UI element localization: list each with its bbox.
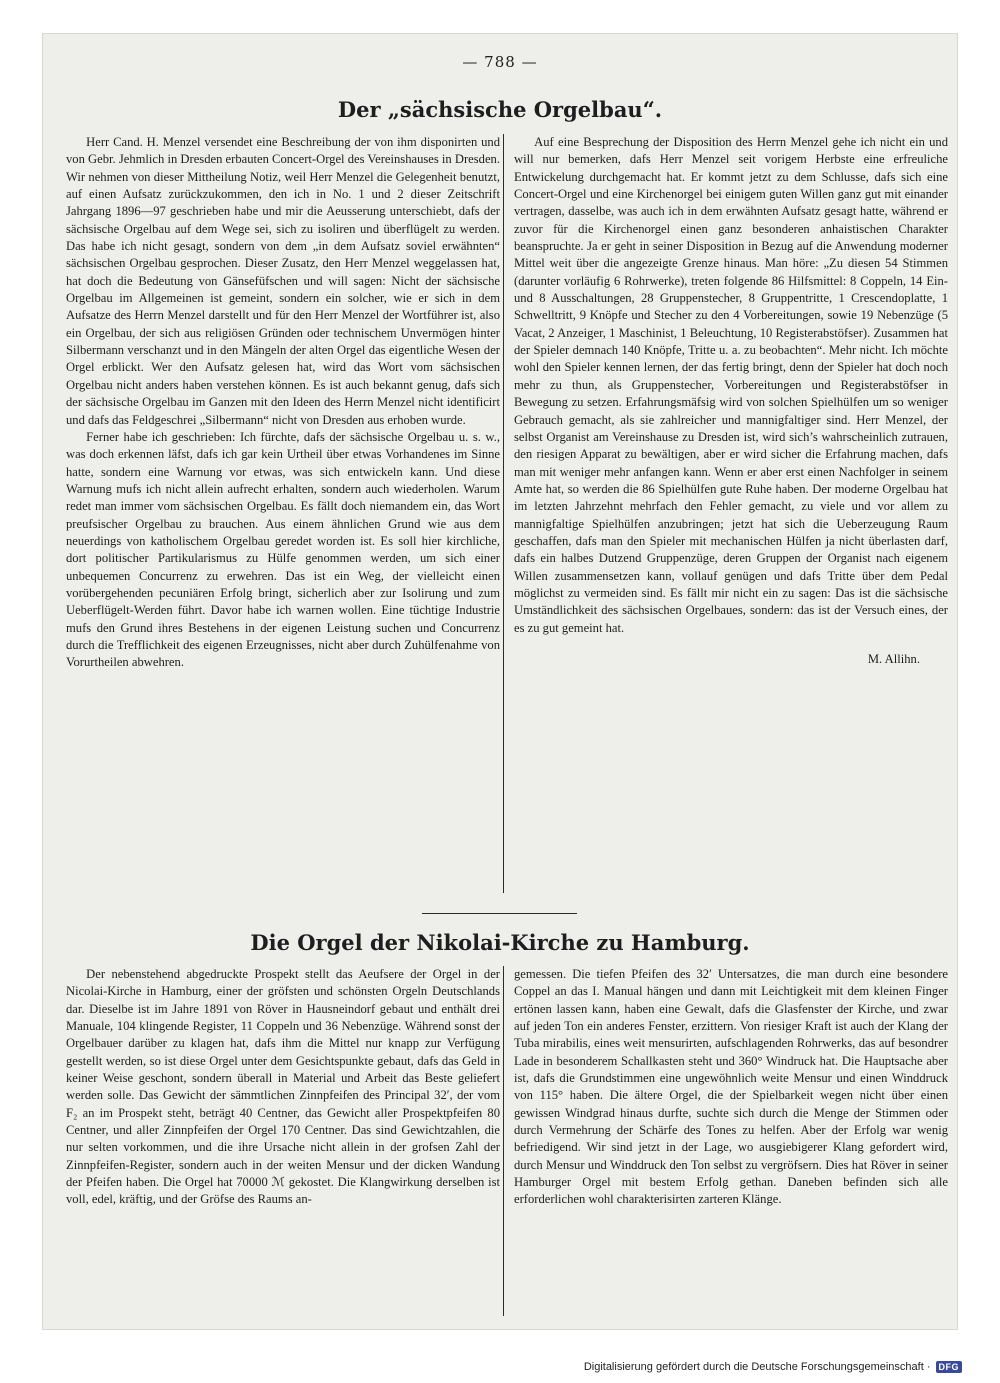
article-2-left-column [66,966,500,1209]
credit-text: Digitalisierung gefördert durch die Deutsche Forschungsgemeinschaft · [583,1361,931,1373]
paragraph: Der nebenstehend abgedruckte Prospekt stellt das Aeufsere der Orgel in der Nicolai-Kirche in Hamburg, einer der gröfsten und schönsten Orgeln Deutschlands dar. Dieselbe ist im Jahre 1891 von Röver in Hausneindorf gebaut und enthält drei Manuale, 104 klingende Register, 11 Coppeln und 36 Nebenzüge. Während sonst der Orgelbauer darüber zu klagen hat, dafs ihm die Mittel nur knapp zur Verfügung gestellt werden, so ist diese Orgel unter dem Gesichtspunkte gebaut, dafs das Geld in keiner Weise geschont, sondern überall in Material und Arbeit das Beste geliefert werden solle. Das Gewicht der sämmtlichen Zinnpfeifen des Principal 32′, der vom F₂ an im Prospekt steht, beträgt 40 Centner, das Gewicht aller Prospektpfeifen 80 Centner, und aller Zinnpfeifen der Orgel 170 Centner. Das sind Gewichtzahlen, die nur selten vorkommen, und die ihre Ursache nicht allein in der grofsen Zahl der Zinnpfeifen-Register, sondern auch in der weiten Mensur und der dicken Wandung der Pfeifen haben. Die Orgel hat 70000 ℳ gekostet. Die Klangwirkung derselben ist voll, edel, kräftig, und der Gröfse des Raums an- [66,967,500,1207]
column-divider [503,966,504,1316]
column-divider [503,134,504,893]
paragraph: Auf eine Besprechung der Disposition des Herrn Menzel gehe ich nicht ein und will nur bemerken, dafs Herr Menzel seit vorigem Herbste eine erfreuliche Entwickelung durchgemacht hat. Er kommt jetzt zu dem Schlusse, dafs sich eine Concert-Orgel und eine Kirchenorgel bei einigem guten Willen ganz gut mit einander vertragen, dasselbe, was auch ich in dem erwähnten Aufsatz gesagt hatte, während er zuvor für die Kirchenorgel einen ganz besonderen anhaistischen Charakter beanspruchte. Ja er geht in seiner Disposition in Bezug auf die Anwendung moderner Mittel weit über die angezeigte Grenze hinaus. Man höre: „Zu diesen 54 Stimmen (darunter vorläufig 6 Rohrwerke), treten folgende 86 Hilfsmittel: 8 Coppeln, 14 Ein- und 8 Ausschaltungen, 28 Gruppenstecher, 8 Gruppentritte, 1 Crescendoplatte, 1 Schwelltritt, 9 Knöpfe und Stecher zu den 4 Vorbereitungen, sowie 19 Nebenzüge (5 Vacat, 2 Anzeiger, 1 Maschinist, 1 Beleuchtung, 10 Registerabstöfser). Zusammen hat der Spieler demnach 140 Knöpfe, Tritte u. a. zu beobachten“. Mehr nicht. Ich möchte wohl den Spieler kennen lernen, der das fertig bringt, denn der Spieler hat doch noch mehr zu thun, als Gruppenstecher, Vorbereitungen und Registerabstöfser in Bewegung zu setzen. Erfahrungsmäfsig wird von solchen Spielhülfen um so weniger Gebrauch gemacht, als sie zahlreicher und mannigfaltiger sind. Herr Menzel, der selbst Organist am Vereinshause zu Dresden ist, wird sich’s wahrscheinlich zutrauen, den riesigen Apparat zu bewältigen, aber er wird sicher die Erfahrung machen, dafs man mit weniger mehr anfangen kann. Wenn er aber erst einen Nachfolger in seinem Amte hat, so werden die 86 Spielhülfen gute Ruhe haben. Der moderne Orgelbau hat im letzten Jahrzehnt mehrfach den Fehler gemacht, zu viele und vor allem zu mannigfaltige Spielhülfen anzubringen; jetzt hat sich die Ueberzeugung Raum geschaffen, dafs man den Spieler mit mechanischen Hülfen ja nicht überlasten darf, dafs ein halbes Dutzend Gruppenzüge, deren Gruppen der Organist nach eigenem Willen zusammensetzen kann, vollauf genügen und dafs Tritte über dem Pedal möglichst zu vermeiden sind. Es fällt mir nicht ein zu sagen: Das ist die sächsische Umständlichkeit des sächsischen Orgelbaues, sondern: das ist der Versuch eines, der es zu gut gemeint hat. [514,135,948,635]
dfg-logo: DFG [936,1361,963,1373]
article-2-right-column [514,966,948,1209]
paragraph: Ferner habe ich geschrieben: Ich fürchte, dafs der sächsische Orgelbau u. s. w., was doch erkennen läfst, dafs ich gar kein Urtheil über etwas Vorhandenes im Sinne hatte, sondern eine Warnung vor etwas, was sich entwickeln kann. Und diese Warnung mufs ich nicht allein aufrecht erhalten, sondern auch wiederholen. Warum redet man immer vom sächsischen Orgelbau. Es fällt doch niemandem ein, das Wort preufsischer Orgelbau zu brauchen. Aus einem ähnlichen Grund wie aus dem neuerdings von katholischem Orgelbau geredet worden ist. Es soll hier kirchliche, dort politischer Partikularismus zu Hülfe genommen werden, um sich einer unbequemen Concurrenz zu erwehren. Das ist ein Weg, der vielleicht einen vorübergehenden pecuniären Erfolg bringt, sicherlich aber zur Isolirung und zum Ueberflügelt-Werden führt. Davor habe ich warnen wollen. Eine tüchtige Industrie mufs den Grund ihres Bestehens in der eigenen Leistung suchen und Concurrenz durch die Trefflichkeit des eigenen Erzeugnisses, nicht aber durch Zuhülfenahme von Vorurtheilen abwehren. [66,429,500,670]
article-1-title: Der „sächsische Orgelbau“. [337,97,663,122]
author-signature: M. Allihn. [867,651,920,666]
digitization-credit [584,1361,962,1373]
article-1-right-column [514,134,948,668]
section-divider [422,913,577,914]
article-2-title: Die Orgel der Nikolai-Kirche zu Hamburg. [250,930,750,955]
paragraph: Herr Cand. H. Menzel versendet eine Beschreibung der von ihm disponirten und von Gebr. Jehmlich in Dresden erbauten Concert-Orgel des Vereinshauses in Dresden. Wir nehmen von dieser Mittheilung Notiz, weil Herr Menzel die Gelegenheit benutzt, auf einen Aufsatz zurückzukommen, den ich in No. 1 und 2 dieser Zeitschrift Jahrgang 1896—97 geschrieben habe und mir die Aeusserung unterschiebt, dafs der sächsische Orgelbau auf dem Wege sei, sich zu isoliren und überflügelt zu werden. Das habe ich nicht gesagt, sondern von dem „in dem Aufsatz soviel erwähnten“ sächsischen Orgelbau gesprochen. Dieser Zusatz, den Herr Menzel weggelassen hat, hat doch die Bedeutung von Gänsefüfschen und will sagen: Nicht der sächsische Orgelbau im Allgemeinen ist gemeint, sondern ein solcher, wie er sich in dem Aufsatze des Herrn Menzel darstellt und für den Herr Menzel der Wortführer ist, also ein Orgelbau, der sich aus religiösen Gründen oder technischem Unvermögen hinter Silbermann verschanzt und in den Mängeln der alten Orgel das eigentliche Wesen der Orgel erblickt. Wer den Aufsatz gelesen hat, wird das Wort vom sächsischen Orgelbau nicht anders haben verstehen können. Es ist auch bekannt genug, dafs sich der sächsische Orgelbau im Ganzen mit den Ideen des Herrn Menzel nicht identificirt und dafs das Feldgeschrei „Silbermann“ nicht von Dresden aus erhoben wurde. [66,135,500,427]
scanned-page [42,33,958,1330]
article-1-left-column [66,134,500,672]
paragraph: gemessen. Die tiefen Pfeifen des 32′ Untersatzes, die man durch eine besondere Coppel an das I. Manual hängen und dann mit Leichtigkeit mit dem kleinen Finger ertönen lassen kann, haben eine Gewalt, dafs die Glasfenster der Kirche, und zwar auf jeden Ton ein anderes Fenster, erzittern. Von riesiger Kraft ist auch der Klang der Tuba mirabilis, eines weit mensurirten, aufschlagenden Rohrwerks, das auf besondrer Lade in besonderem Schallkasten steht und 360° Windruck hat. Die Hauptsache aber ist, dafs die Grundstimmen eine ungewöhnlich weite Mensur und einen Winddruck von 115° haben. Die ältere Orgel, die der Spielbarkeit wegen nicht über einen gewissen Windgrad hinaus durfte, suchte sich durch die Menge der Stimmen oder durch Vermehrung der Schärfe des Tones zu helfen. Aber der Erfolg war wenig befriedigend. Wir sind jetzt in der Lage, wo ausgiebigerer Klang gefordert wird, durch Mensur und Winddruck den Ton selbst zu vergröfsern. Dies hat Röver in seiner Hamburger Orgel mit bestem Erfolg gethan. Daneben befinden sich alle erforderlichen wohl charakterisirten zarteren Klänge. [514,967,948,1207]
page-number: — 788 — [462,53,538,71]
